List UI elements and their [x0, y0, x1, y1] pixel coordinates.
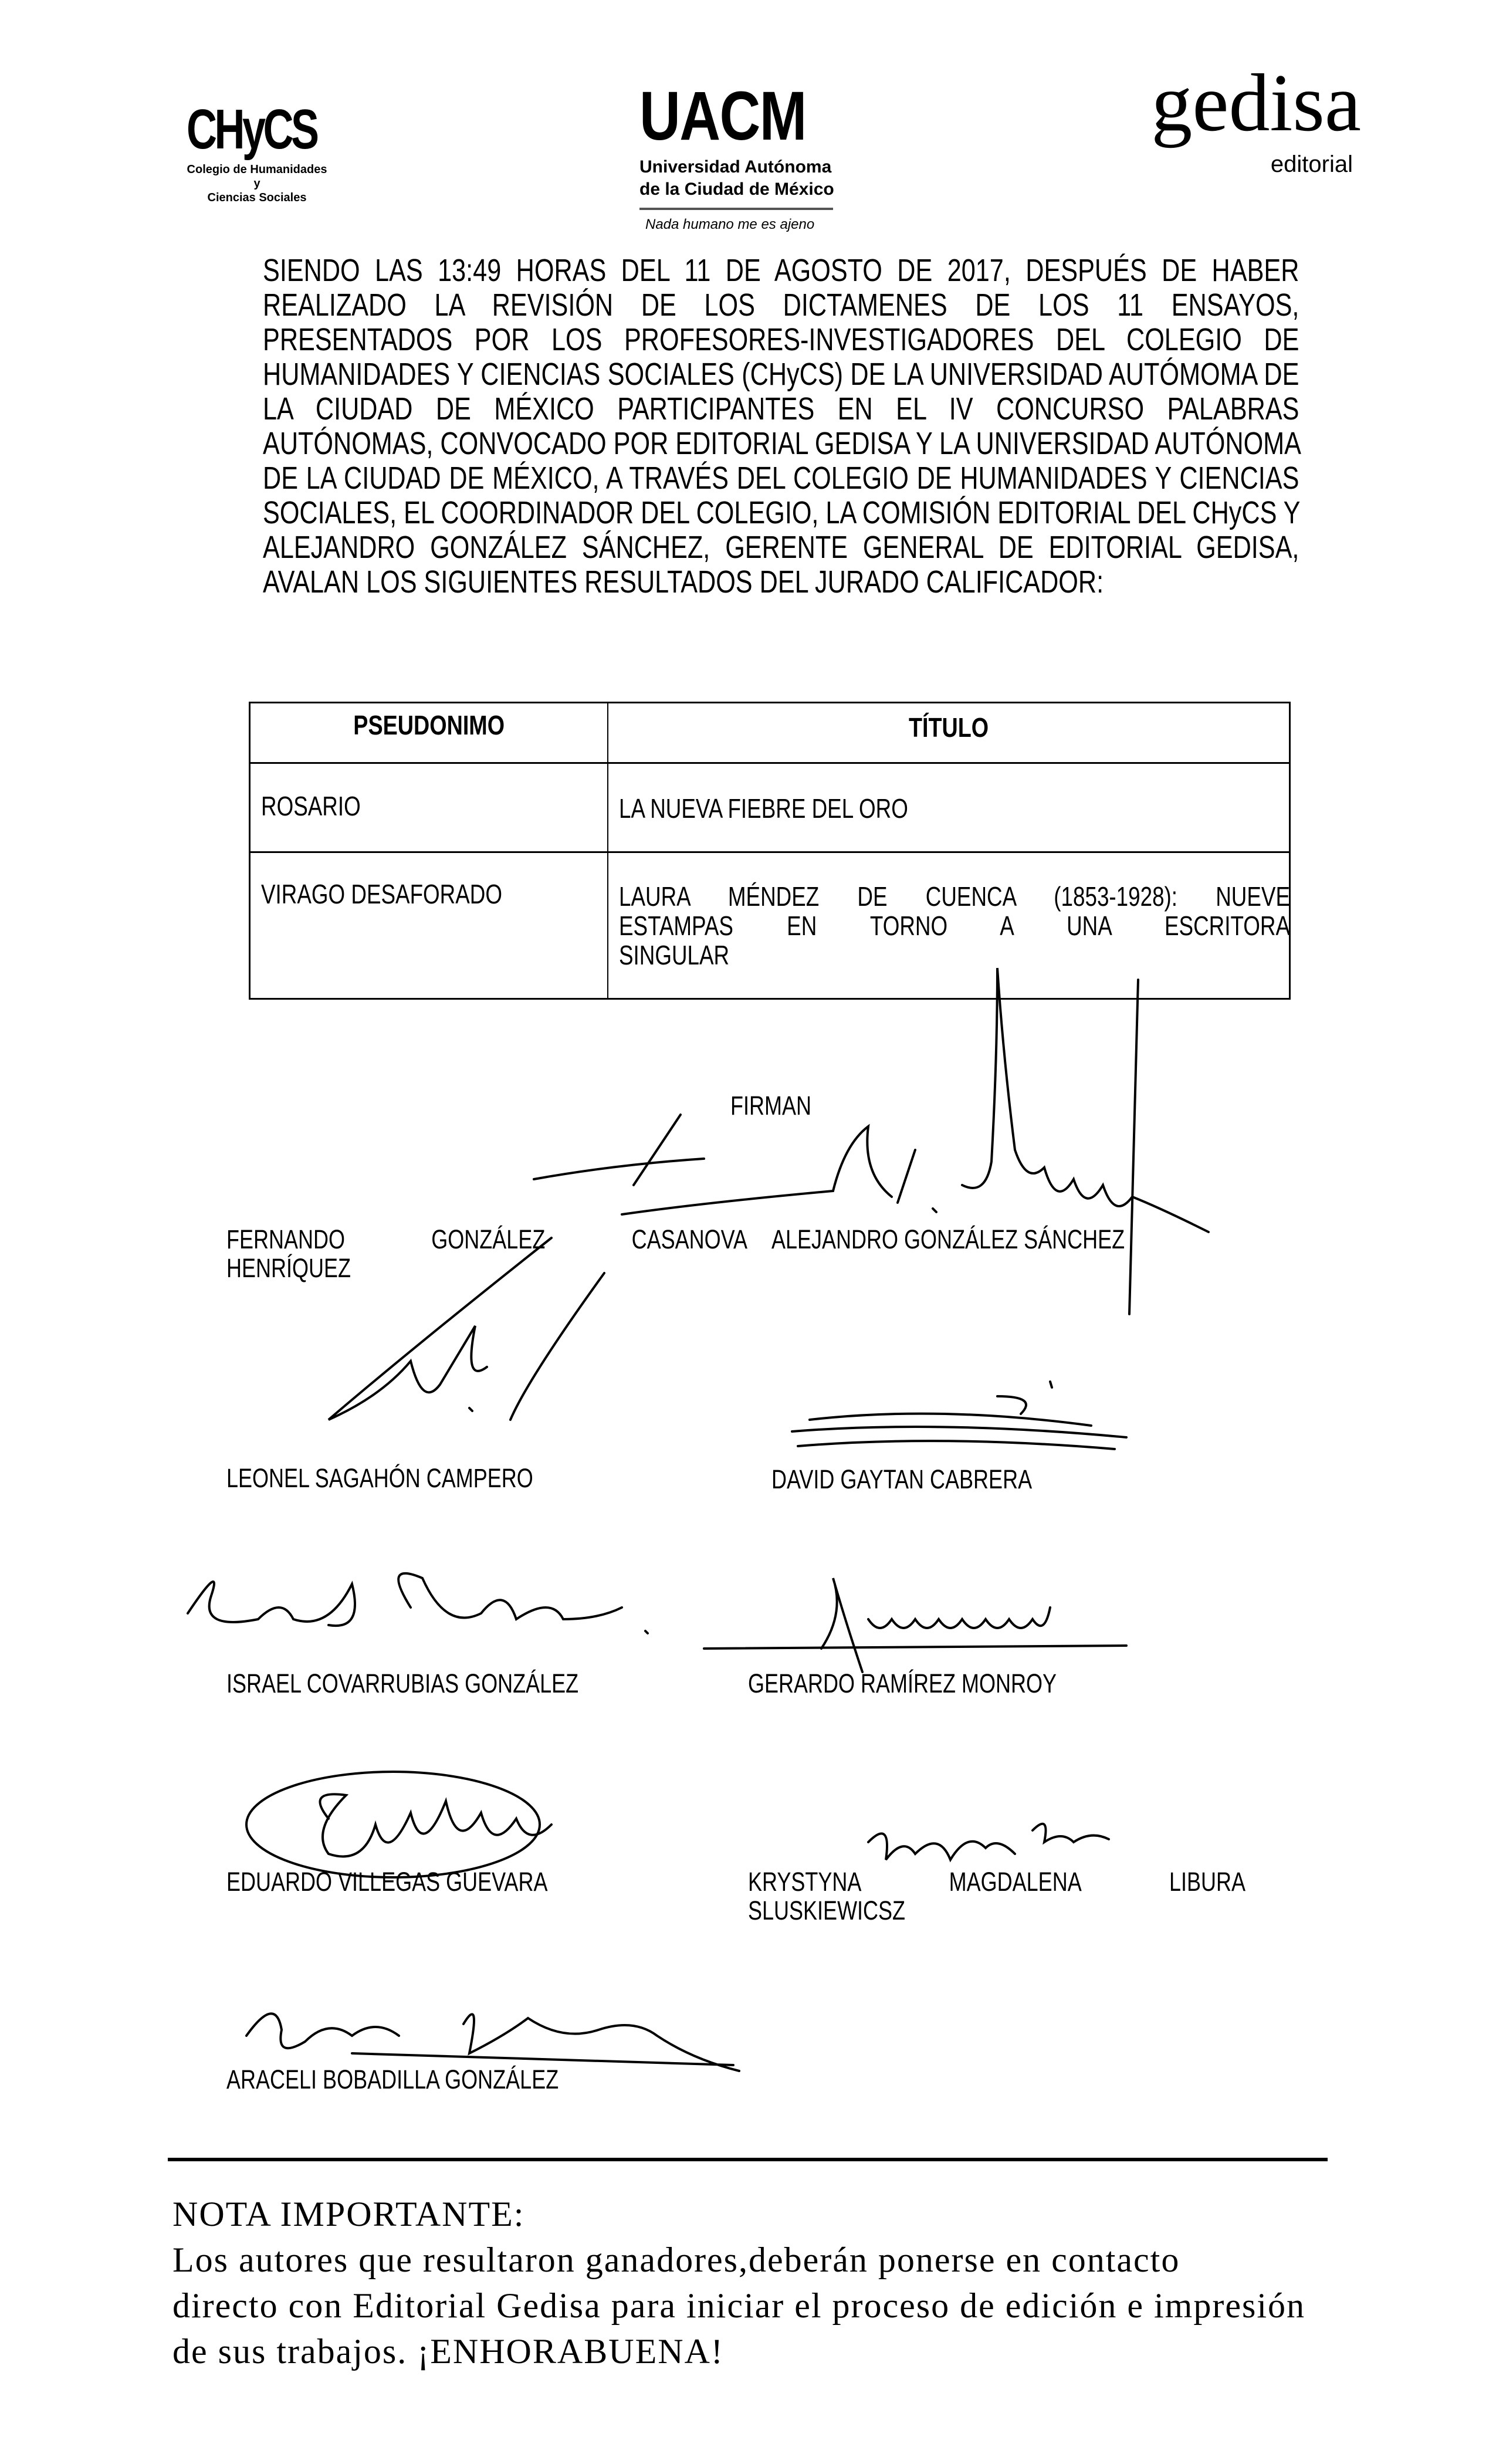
signatory-leonel: LEONEL SAGAHÓN CAMPERO [226, 1463, 533, 1493]
table-cell-pseudonimo: ROSARIO [261, 791, 361, 821]
intro-line: AVALAN LOS SIGUIENTES RESULTADOS DEL JURADO CALIFICADOR: [263, 564, 1104, 600]
gedisa-logo-name: gedisa [1151, 57, 1361, 148]
intro-line: ALEJANDRO GONZÁLEZ SÁNCHEZ, GERENTE GENERAL DE EDITORIAL GEDISA, [263, 530, 1299, 565]
section-divider [168, 2158, 1328, 2161]
intro-line: DE LA CIUDAD DE MÉXICO, A TRAVÉS DEL COLEGIO DE HUMANIDADES Y CIENCIAS [263, 461, 1299, 496]
chycs-logo-line2: y [253, 177, 260, 190]
signatory-alejandro: ALEJANDRO GONZÁLEZ SÁNCHEZ [771, 1224, 1125, 1254]
chycs-logo-line1: Colegio de Humanidades [187, 163, 327, 176]
signatory-araceli: ARACELI BOBADILLA GONZÁLEZ [226, 2064, 559, 2094]
chycs-logo-name: CHyCS [187, 98, 317, 161]
signatory-eduardo: EDUARDO VILLEGAS GUEVARA [226, 1867, 548, 1897]
intro-line: REALIZADO LA REVISIÓN DE LOS DICTAMENES DE LOS 11 ENSAYOS, [263, 287, 1299, 323]
header-titulo: TÍTULO [908, 712, 989, 743]
chycs-logo-line3: Ciencias Sociales [207, 191, 307, 204]
signature-gerardo [704, 1578, 1126, 1672]
signature-araceli [246, 2013, 739, 2071]
note-line: directo con Editorial Gedisa para iniciar el proceso de edición e impresión [172, 2286, 1305, 2325]
uacm-logo-name: UACM [639, 77, 806, 155]
intro-line: SOCIALES, EL COORDINADOR DEL COLEGIO, LA COMISIÓN EDITORIAL DEL CHyCS Y [263, 495, 1301, 530]
signature-alejandro [962, 968, 1209, 1314]
signature-david [792, 1382, 1126, 1449]
gedisa-logo-sub: editorial [1270, 151, 1353, 177]
note-title: NOTA IMPORTANTE: [172, 2195, 525, 2233]
titulo-line: SINGULAR [619, 940, 730, 970]
signatory-gerardo: GERARDO RAMÍREZ MONROY [748, 1668, 1057, 1698]
table-cell-titulo: LA NUEVA FIEBRE DEL ORO [619, 793, 908, 824]
signature-eduardo-stroke [320, 1794, 551, 1856]
intro-line: LA CIUDAD DE MÉXICO PARTICIPANTES EN EL IV CONCURSO PALABRAS [263, 391, 1299, 427]
intro-line: SIENDO LAS 13:49 HORAS DEL 11 DE AGOSTO DE 2017, DESPUÉS DE HABER [263, 253, 1299, 288]
signature-israel [188, 1573, 648, 1633]
intro-line: HUMANIDADES Y CIENCIAS SOCIALES (CHyCS) DE LA UNIVERSIDAD AUTÓMOMA DE [263, 357, 1299, 392]
uacm-logo-line2: de la Ciudad de México [639, 180, 834, 199]
signatory-fernando: FERNANDO GONZÁLEZ CASANOVA HENRÍQUEZ [226, 1224, 747, 1283]
table-cell-pseudonimo: VIRAGO DESAFORADO [261, 879, 502, 909]
uacm-logo-motto: Nada humano me es ajeno [645, 216, 815, 232]
header-pseudonimo: PSEUDONIMO [353, 710, 505, 740]
note-line: Los autores que resultaron ganadores,deberán ponerse en contacto [172, 2240, 1180, 2279]
signature-eduardo [246, 1772, 540, 1877]
intro-line: AUTÓNOMAS, CONVOCADO POR EDITORIAL GEDISA Y LA UNIVERSIDAD AUTÓNOMA [263, 426, 1301, 461]
intro-line: PRESENTADOS POR LOS PROFESORES-INVESTIGADORES DEL COLEGIO DE [263, 322, 1299, 357]
signatory-krystyna: KRYSTYNA MAGDALENA LIBURA SLUSKIEWICSZ [748, 1867, 1245, 1925]
signature-krystyna [868, 1824, 1109, 1860]
signature-fernando [534, 1115, 936, 1214]
signatory-israel: ISRAEL COVARRUBIAS GONZÁLEZ [226, 1668, 579, 1698]
uacm-logo-line1: Universidad Autónoma [639, 157, 832, 177]
important-note [172, 2191, 1305, 2374]
firman-label: FIRMAN [730, 1091, 811, 1121]
titulo-line: ESTAMPAS EN TORNO A UNA ESCRITORA [619, 911, 1290, 941]
note-line: de sus trabajos. ¡ENHORABUENA! [172, 2332, 724, 2371]
titulo-line: LAURA MÉNDEZ DE CUENCA (1853-1928): NUEVE [619, 881, 1290, 912]
signatory-david: DAVID GAYTAN CABRERA [771, 1464, 1033, 1494]
